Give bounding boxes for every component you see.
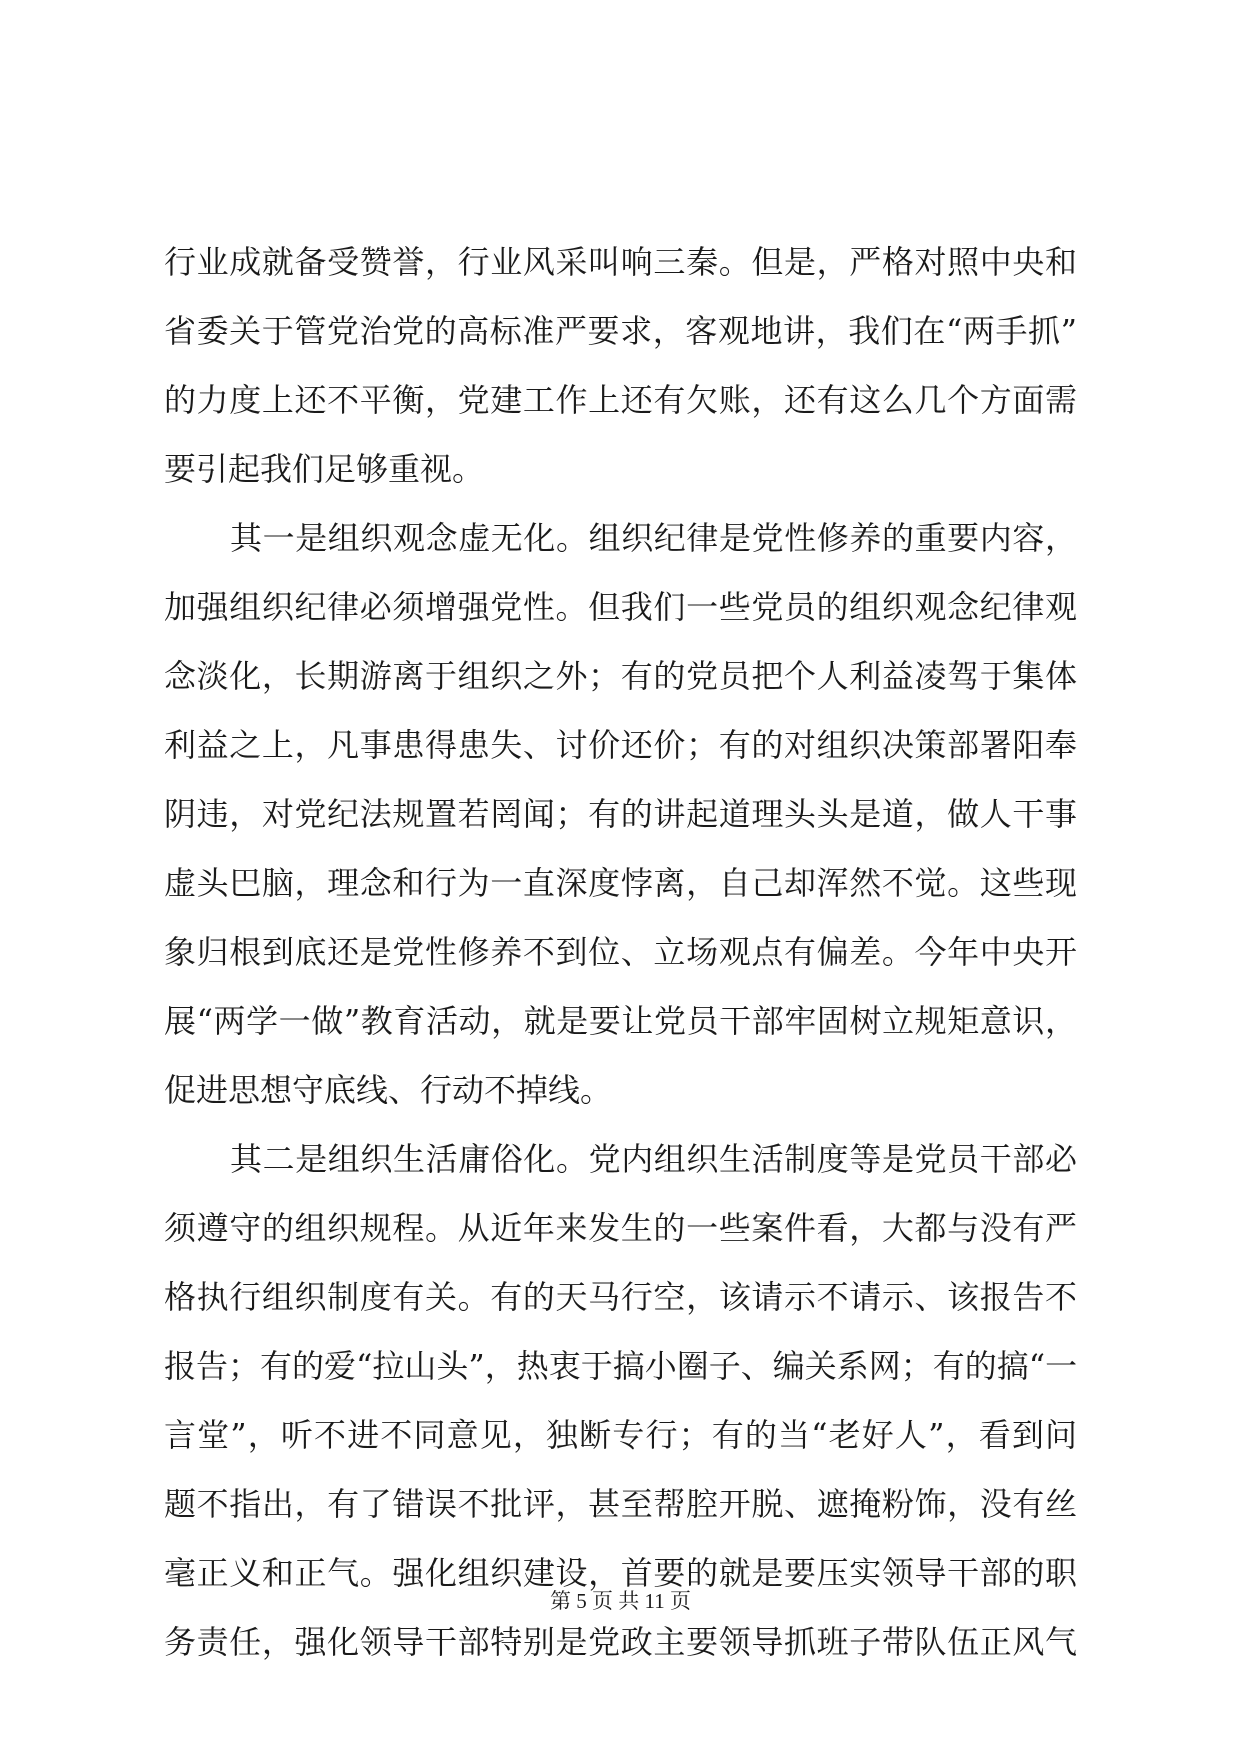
page-number-footer: 第 5 页 共 11 页 (550, 1589, 691, 1613)
text-line: 报告；有的爱“拉山头”，热衷于搞小圈子、编关系网；有的搞“一 (164, 1347, 1078, 1385)
text-line: 毫正义和正气。强化组织建设，首要的就是要压实领导干部的职 (164, 1554, 1077, 1592)
text-line: 利益之上，凡事患得患失、讨价还价；有的对组织决策部署阳奉 (164, 726, 1077, 764)
text-line: 象归根到底还是党性修养不到位、立场观点有偏差。今年中央开 (164, 933, 1077, 971)
text-line: 促进思想守底线、行动不掉线。 (164, 1071, 613, 1109)
paragraph-1 (164, 228, 1077, 504)
text-line: 题不指出，有了错误不批评，甚至帮腔开脱、遮掩粉饰，没有丝 (164, 1485, 1077, 1523)
text-line: 行业成就备受赞誉，行业风采叫响三秦。但是，严格对照中央和 (164, 243, 1077, 281)
text-line: 格执行组织制度有关。有的天马行空，该请示不请示、该报告不 (164, 1278, 1077, 1316)
text-line: 的力度上还不平衡，党建工作上还有欠账，还有这么几个方面需 (164, 381, 1077, 419)
text-line: 念淡化，长期游离于组织之外；有的党员把个人利益凌驾于集体 (164, 657, 1077, 695)
text-line: 务责任，强化领导干部特别是党政主要领导抓班子带队伍正风气 (164, 1623, 1077, 1661)
text-line: 其二是组织生活庸俗化。党内组织生活制度等是党员干部必 (230, 1140, 1077, 1178)
text-line: 虚头巴脑，理念和行为一直深度悖离，自己却浑然不觉。这些现 (164, 864, 1077, 902)
text-line: 加强组织纪律必须增强党性。但我们一些党员的组织观念纪律观 (164, 588, 1077, 626)
text-line: 须遵守的组织规程。从近年来发生的一些案件看，大都与没有严 (164, 1209, 1077, 1247)
text-line: 言堂”，听不进不同意见，独断专行；有的当“老好人”，看到问 (164, 1416, 1077, 1454)
text-line: 阴违，对党纪法规置若罔闻；有的讲起道理头头是道，做人干事 (164, 795, 1077, 833)
document-body (164, 228, 1077, 1677)
paragraph-2 (164, 504, 1077, 1125)
text-line: 其一是组织观念虚无化。组织纪律是党性修养的重要内容， (230, 519, 1077, 557)
text-line: 要引起我们足够重视。 (164, 450, 485, 488)
text-line: 省委关于管党治党的高标准严要求，客观地讲，我们在“两手抓” (164, 312, 1077, 350)
text-line: 展“两学一做”教育活动，就是要让党员干部牢固树立规矩意识， (164, 1002, 1077, 1040)
